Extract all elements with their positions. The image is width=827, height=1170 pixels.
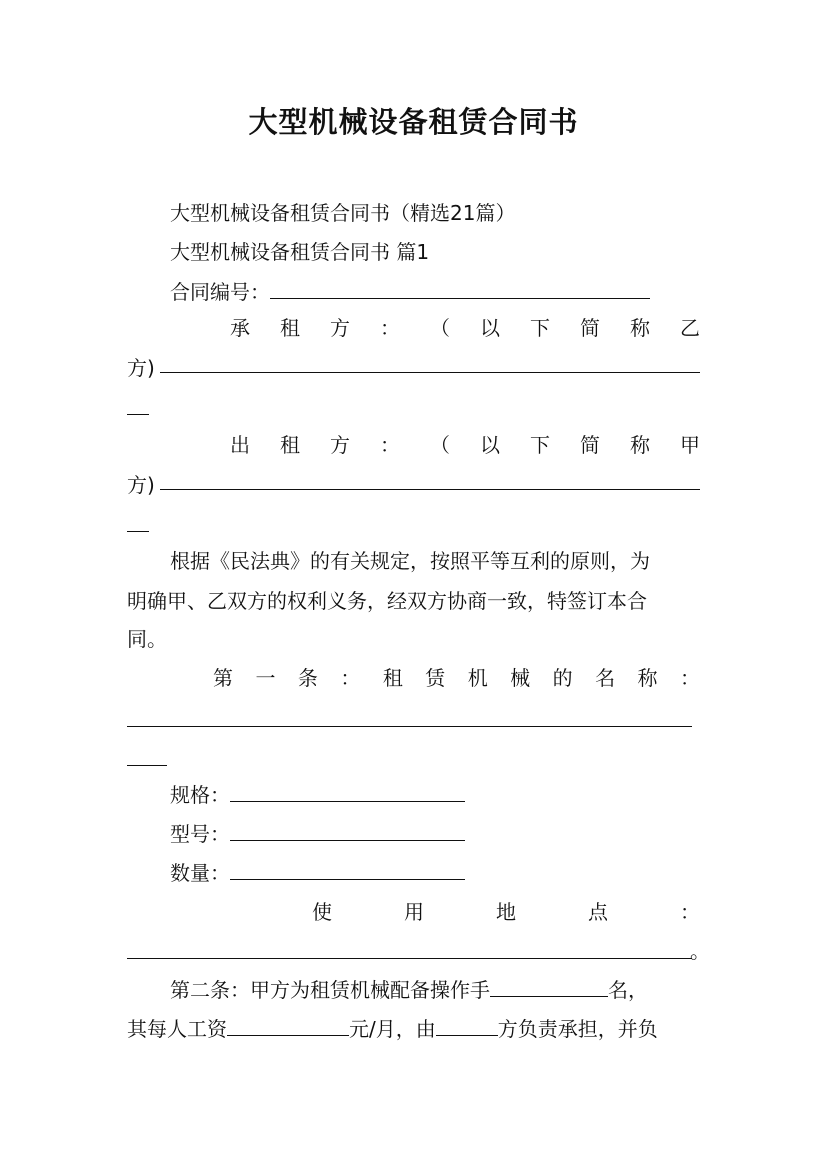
lessee-char: 乙 xyxy=(680,316,700,340)
intro-line-2: 明确甲、乙双方的权利义务，经双方协商一致，特签订本合 xyxy=(127,589,647,613)
lessor-char: 简 xyxy=(580,433,600,457)
spec-label: 规格： xyxy=(170,783,230,807)
document-title: 大型机械设备租赁合同书 xyxy=(248,105,579,139)
lessor-blank-cont xyxy=(127,531,149,532)
quantity-label: 数量： xyxy=(170,861,230,885)
lessor-char: 以 xyxy=(480,433,500,457)
lessee-char: 简 xyxy=(580,316,600,340)
article1-char: 械 xyxy=(510,666,531,690)
article2-text-d: 元/月，由 xyxy=(349,1017,436,1041)
lessee-tail: 方) xyxy=(127,356,155,380)
article2-text-c: 其每人工资 xyxy=(127,1017,227,1041)
party-blank xyxy=(436,1015,498,1036)
article2-text-b: 名， xyxy=(608,978,648,1002)
location-blank xyxy=(127,958,692,959)
lessor-char: 下 xyxy=(530,433,550,457)
location-char: 地 xyxy=(496,900,516,924)
article1-char: ： xyxy=(340,666,361,690)
article1-blank xyxy=(127,726,692,727)
lessee-blank-cont xyxy=(127,414,149,415)
contract-number-label: 合同编号： xyxy=(170,280,270,304)
article1-char: 称 xyxy=(637,666,658,690)
lessor-char: ： xyxy=(380,433,400,457)
lessee-char: （ xyxy=(430,316,450,340)
article1-char: 的 xyxy=(552,666,573,690)
contract-number-blank xyxy=(270,278,650,299)
article2-text-e: 方负责承担，并负 xyxy=(497,1017,658,1041)
subtitle: 大型机械设备租赁合同书（精选21篇） xyxy=(170,201,516,225)
lessor-tail: 方) xyxy=(127,473,155,497)
model-row xyxy=(170,820,465,848)
location-char: 用 xyxy=(404,900,424,924)
location-char: 使 xyxy=(312,900,332,924)
lessee-char: 承 xyxy=(230,316,250,340)
article1-char: 一 xyxy=(255,666,276,690)
article2-line-1 xyxy=(170,976,648,1004)
article1-char: ： xyxy=(679,666,700,690)
lessee-char: 方 xyxy=(330,316,350,340)
article1-char: 机 xyxy=(467,666,488,690)
lessee-blank xyxy=(160,372,700,373)
operator-count-blank xyxy=(490,976,608,997)
lessor-line xyxy=(230,431,700,459)
quantity-row xyxy=(170,859,465,887)
lessee-char: 租 xyxy=(280,316,300,340)
location-char: ： xyxy=(680,900,700,924)
intro-line-1: 根据《民法典》的有关规定，按照平等互利的原则，为 xyxy=(170,549,650,573)
contract-number-row xyxy=(170,278,650,306)
lessor-char: 方 xyxy=(330,433,350,457)
article1-char: 条 xyxy=(297,666,318,690)
lessee-char: ： xyxy=(380,316,400,340)
model-blank xyxy=(230,820,465,841)
article1-char: 租 xyxy=(382,666,403,690)
lessor-char: 出 xyxy=(230,433,250,457)
lessee-char: 下 xyxy=(530,316,550,340)
spec-blank xyxy=(230,781,465,802)
location-heading xyxy=(312,898,700,926)
spec-row xyxy=(170,781,465,809)
lessor-char: 甲 xyxy=(680,433,700,457)
article1-char: 第 xyxy=(213,666,233,690)
lessor-char: 称 xyxy=(630,433,650,457)
article1-blank-cont xyxy=(127,765,167,766)
wage-blank xyxy=(227,1015,349,1036)
model-label: 型号： xyxy=(170,822,230,846)
location-period: 。 xyxy=(690,939,710,963)
article1-char: 赁 xyxy=(425,666,446,690)
article1-char: 名 xyxy=(595,666,616,690)
lessor-char: 租 xyxy=(280,433,300,457)
lessor-blank xyxy=(160,489,700,490)
quantity-blank xyxy=(230,859,465,880)
location-char: 点 xyxy=(588,900,608,924)
section-heading: 大型机械设备租赁合同书 篇1 xyxy=(170,240,430,264)
article1-heading xyxy=(213,664,700,692)
lessee-char: 以 xyxy=(480,316,500,340)
lessee-char: 称 xyxy=(630,316,650,340)
article2-text-a: 第二条：甲方为租赁机械配备操作手 xyxy=(170,978,490,1002)
article2-line-2 xyxy=(127,1015,658,1043)
lessor-char: （ xyxy=(430,433,450,457)
lessee-line xyxy=(230,314,700,342)
intro-line-3: 同。 xyxy=(127,627,167,651)
